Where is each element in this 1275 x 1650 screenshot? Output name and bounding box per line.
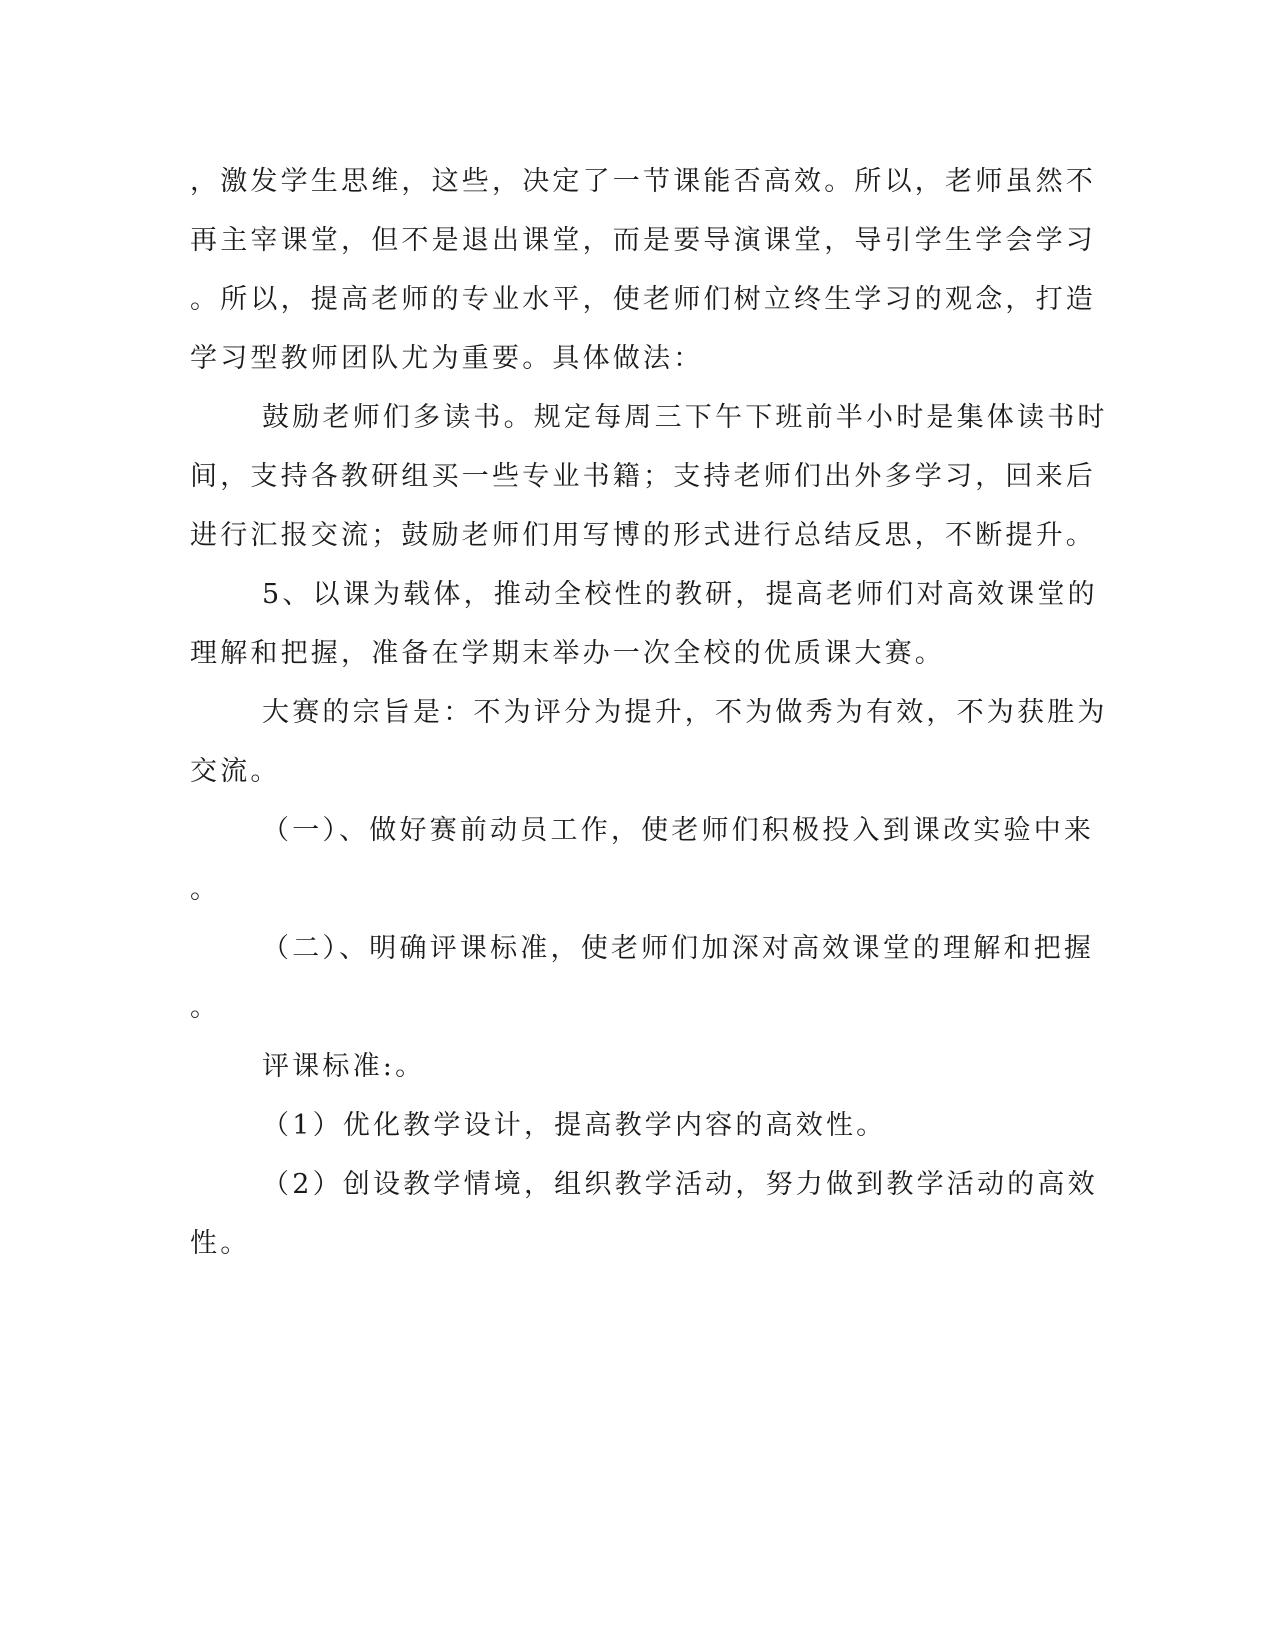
text-line: （一）、做好赛前动员工作，使老师们积极投入到课改实验中来 bbox=[262, 815, 1095, 846]
text-line: 理解和把握，准备在学期末举办一次全校的优质课大赛。 bbox=[190, 638, 945, 669]
text-line: 交流。 bbox=[190, 756, 281, 787]
text-line: 间，支持各教研组买一些专业书籍；支持老师们出外多学习，回来后 bbox=[190, 461, 1096, 492]
text-line: （2）创设教学情境，组织教学活动，努力做到教学活动的高效 bbox=[262, 1169, 1098, 1200]
text-line: 学习型教师团队尤为重要。具体做法： bbox=[190, 343, 704, 374]
text-line: ，激发学生思维，这些，决定了一节课能否高效。所以，老师虽然不 bbox=[190, 166, 1096, 197]
text-line: 鼓励老师们多读书。规定每周三下午下班前半小时是集体读书时 bbox=[262, 402, 1108, 433]
text-line: 。所以，提高老师的专业水平，使老师们树立终生学习的观念，打造 bbox=[190, 284, 1096, 315]
text-line: 再主宰课堂，但不是退出课堂，而是要导演课堂，导引学生学会学习 bbox=[190, 225, 1096, 256]
text-line: 评课标准:。 bbox=[262, 1051, 426, 1082]
text-line: 5、以课为载体，推动全校性的教研，提高老师们对高效课堂的 bbox=[262, 579, 1098, 610]
text-line: 性。 bbox=[190, 1228, 251, 1259]
text-line: 大赛的宗旨是：不为评分为提升，不为做秀为有效，不为获胜为 bbox=[262, 697, 1108, 728]
text-line: 进行汇报交流；鼓励老师们用写博的形式进行总结反思，不断提升。 bbox=[190, 520, 1096, 551]
text-line: （二）、明确评课标准，使老师们加深对高效课堂的理解和把握 bbox=[262, 933, 1095, 964]
text-line: 。 bbox=[190, 874, 221, 905]
text-line: 。 bbox=[190, 992, 221, 1023]
text-line: （1）优化教学设计，提高教学内容的高效性。 bbox=[262, 1110, 887, 1141]
